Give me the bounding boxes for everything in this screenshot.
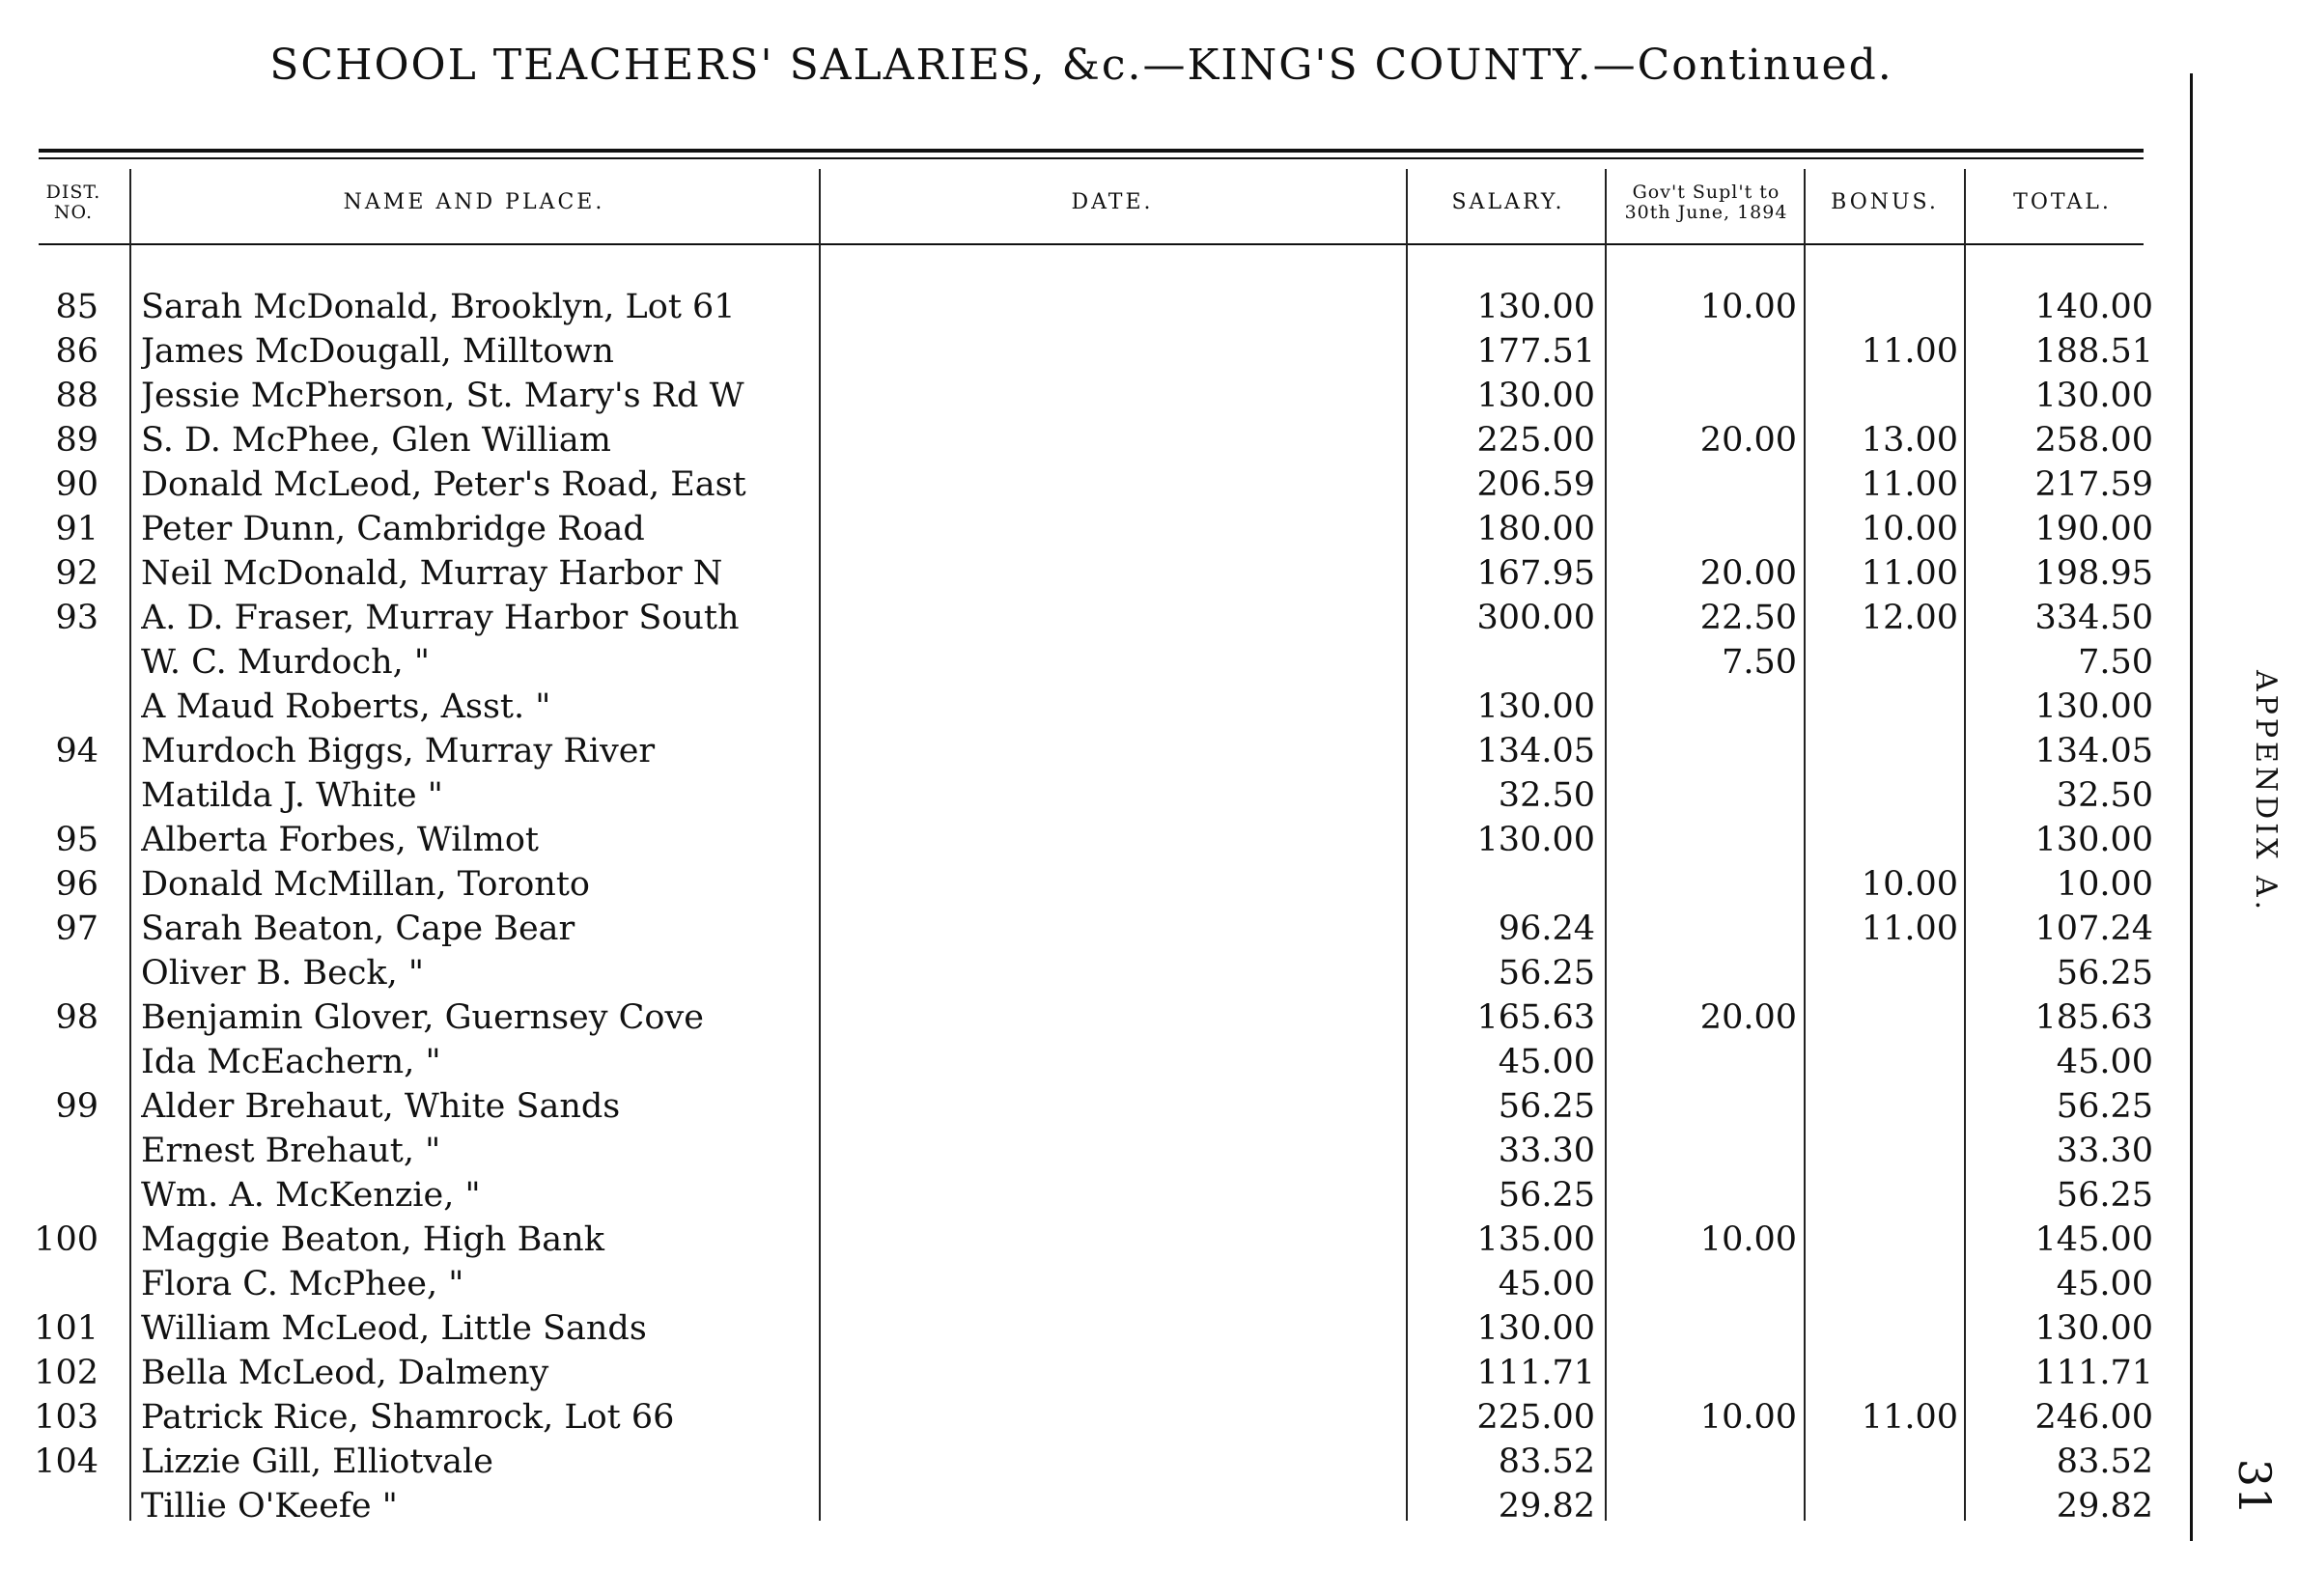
bonus-cell: 11.00 <box>1861 465 1958 504</box>
table-row <box>0 1395 2163 1440</box>
dist-no-cell: 86 <box>55 332 98 371</box>
name-place-cell: W. C. Murdoch, " <box>141 643 430 682</box>
name-place-cell: Donald McLeod, Peter's Road, East <box>141 465 746 504</box>
name-place-cell: Matilda J. White " <box>141 776 443 815</box>
total-cell: 130.00 <box>2034 687 2153 726</box>
name-place-cell: Ida McEachern, " <box>141 1043 441 1081</box>
table-row <box>0 640 2163 685</box>
table-row <box>0 818 2163 862</box>
bonus-cell: 11.00 <box>1861 332 1958 371</box>
name-place-cell: Jessie McPherson, St. Mary's Rd W <box>141 377 744 415</box>
dist-no-cell: 89 <box>55 421 98 460</box>
dist-no-cell: 91 <box>55 510 98 548</box>
total-cell: 246.00 <box>2034 1398 2153 1437</box>
total-cell: 140.00 <box>2034 288 2153 326</box>
total-cell: 111.71 <box>2034 1354 2153 1392</box>
govt-suppl-cell: 10.00 <box>1699 1220 1797 1259</box>
name-place-cell: Murdoch Biggs, Murray River <box>141 732 656 770</box>
table-row <box>0 507 2163 551</box>
salary-cell: 130.00 <box>1476 821 1595 859</box>
page-edge-rule <box>2190 73 2193 1541</box>
salary-cell: 300.00 <box>1476 599 1595 637</box>
total-cell: 32.50 <box>2056 776 2153 815</box>
salary-cell: 29.82 <box>1498 1487 1595 1526</box>
name-place-cell: Neil McDonald, Murray Harbor N <box>141 554 723 593</box>
table-row <box>0 551 2163 596</box>
salary-cell: 130.00 <box>1476 288 1595 326</box>
name-place-cell: Bella McLeod, Dalmeny <box>141 1354 549 1392</box>
table-row <box>0 1173 2163 1218</box>
table-row <box>0 951 2163 995</box>
dist-no-cell: 85 <box>55 288 98 326</box>
name-place-cell: Tillie O'Keefe " <box>141 1487 398 1526</box>
salary-cell: 33.30 <box>1498 1132 1595 1170</box>
header-dist-no: DIST. NO. <box>45 182 101 223</box>
bonus-cell: 13.00 <box>1861 421 1958 460</box>
govt-suppl-cell: 7.50 <box>1722 643 1797 682</box>
total-cell: 83.52 <box>2056 1442 2153 1481</box>
dist-no-cell: 102 <box>34 1354 98 1392</box>
name-place-cell: Patrick Rice, Shamrock, Lot 66 <box>141 1398 675 1437</box>
total-cell: 190.00 <box>2034 510 2153 548</box>
salary-cell: 56.25 <box>1498 1176 1595 1215</box>
table-row <box>0 907 2163 951</box>
dist-no-cell: 104 <box>34 1442 98 1481</box>
salary-cell: 130.00 <box>1476 377 1595 415</box>
total-cell: 56.25 <box>2056 954 2153 993</box>
salary-cell: 165.63 <box>1476 998 1595 1037</box>
salary-cell: 225.00 <box>1476 421 1595 460</box>
name-place-cell: William McLeod, Little Sands <box>141 1309 647 1348</box>
dist-no-cell: 103 <box>34 1398 98 1437</box>
total-cell: 217.59 <box>2034 465 2153 504</box>
table-row <box>0 1218 2163 1262</box>
total-cell: 56.25 <box>2056 1176 2153 1215</box>
govt-suppl-cell: 20.00 <box>1699 554 1797 593</box>
total-cell: 334.50 <box>2034 599 2153 637</box>
salary-cell: 180.00 <box>1476 510 1595 548</box>
table-row <box>0 596 2163 640</box>
salary-cell: 177.51 <box>1476 332 1595 371</box>
dist-no-cell: 90 <box>55 465 98 504</box>
table-row <box>0 1129 2163 1173</box>
table-row <box>0 329 2163 374</box>
table-row <box>0 418 2163 462</box>
name-place-cell: Lizzie Gill, Elliotvale <box>141 1442 493 1481</box>
header-bonus: BONUS. <box>1831 189 1939 214</box>
name-place-cell: Oliver B. Beck, " <box>141 954 424 993</box>
govt-suppl-cell: 20.00 <box>1699 998 1797 1037</box>
name-place-cell: S. D. McPhee, Glen William <box>141 421 611 460</box>
bonus-cell: 10.00 <box>1861 510 1958 548</box>
salary-cell: 45.00 <box>1498 1043 1595 1081</box>
total-cell: 134.05 <box>2034 732 2153 770</box>
name-place-cell: Donald McMillan, Toronto <box>141 865 590 904</box>
table-row <box>0 1040 2163 1084</box>
salary-cell: 111.71 <box>1476 1354 1595 1392</box>
name-place-cell: Flora C. McPhee, " <box>141 1265 464 1303</box>
total-cell: 130.00 <box>2034 1309 2153 1348</box>
table-header <box>0 164 2163 241</box>
table-row <box>0 1440 2163 1484</box>
bonus-cell: 10.00 <box>1861 865 1958 904</box>
bonus-cell: 11.00 <box>1861 910 1958 948</box>
name-place-cell: Ernest Brehaut, " <box>141 1132 441 1170</box>
total-cell: 185.63 <box>2034 998 2153 1037</box>
salary-cell: 225.00 <box>1476 1398 1595 1437</box>
table-row <box>0 729 2163 773</box>
salary-cell: 130.00 <box>1476 687 1595 726</box>
header-name-place: NAME AND PLACE. <box>343 189 605 214</box>
salary-cell: 96.24 <box>1498 910 1595 948</box>
name-place-cell: Peter Dunn, Cambridge Road <box>141 510 645 548</box>
name-place-cell: Benjamin Glover, Guernsey Cove <box>141 998 704 1037</box>
header-salary: SALARY. <box>1451 189 1565 214</box>
header-total: TOTAL. <box>2013 189 2112 214</box>
dist-no-cell: 95 <box>55 821 98 859</box>
table-row <box>0 773 2163 818</box>
total-cell: 56.25 <box>2056 1087 2153 1126</box>
total-cell: 45.00 <box>2056 1043 2153 1081</box>
salary-cell: 134.05 <box>1476 732 1595 770</box>
table-row <box>0 462 2163 507</box>
name-place-cell: A. D. Fraser, Murray Harbor South <box>141 599 740 637</box>
total-cell: 198.95 <box>2034 554 2153 593</box>
total-cell: 33.30 <box>2056 1132 2153 1170</box>
table-row <box>0 1306 2163 1351</box>
total-cell: 130.00 <box>2034 821 2153 859</box>
bonus-cell: 11.00 <box>1861 1398 1958 1437</box>
salary-cell: 83.52 <box>1498 1442 1595 1481</box>
total-cell: 45.00 <box>2056 1265 2153 1303</box>
govt-suppl-cell: 10.00 <box>1699 288 1797 326</box>
name-place-cell: Wm. A. McKenzie, " <box>141 1176 481 1215</box>
header-date: DATE. <box>1071 189 1154 214</box>
total-cell: 107.24 <box>2034 910 2153 948</box>
govt-suppl-cell: 10.00 <box>1699 1398 1797 1437</box>
salary-cell: 206.59 <box>1476 465 1595 504</box>
header-rule <box>39 243 2144 245</box>
name-place-cell: A Maud Roberts, Asst. " <box>141 687 551 726</box>
name-place-cell: Maggie Beaton, High Bank <box>141 1220 604 1259</box>
total-cell: 10.00 <box>2056 865 2153 904</box>
dist-no-cell: 92 <box>55 554 98 593</box>
name-place-cell: Sarah McDonald, Brooklyn, Lot 61 <box>141 288 736 326</box>
salary-cell: 130.00 <box>1476 1309 1595 1348</box>
header-govt-suppl: Gov't Supl't to 30th June, 1894 <box>1624 182 1788 223</box>
name-place-cell: James McDougall, Milltown <box>141 332 614 371</box>
table-row <box>0 1351 2163 1395</box>
table-row <box>0 1084 2163 1129</box>
total-cell: 188.51 <box>2034 332 2153 371</box>
total-cell: 145.00 <box>2034 1220 2153 1259</box>
salary-cell: 56.25 <box>1498 954 1595 993</box>
table-row <box>0 374 2163 418</box>
dist-no-cell: 97 <box>55 910 98 948</box>
total-cell: 29.82 <box>2056 1487 2153 1526</box>
table-row <box>0 995 2163 1040</box>
total-cell: 130.00 <box>2034 377 2153 415</box>
total-cell: 7.50 <box>2078 643 2153 682</box>
dist-no-cell: 99 <box>55 1087 98 1126</box>
bonus-cell: 12.00 <box>1861 599 1958 637</box>
page-title: SCHOOL TEACHERS' SALARIES, &c.—KING'S COUNTY.—Continued. <box>269 41 1893 90</box>
govt-suppl-cell: 22.50 <box>1699 599 1797 637</box>
dist-no-cell: 96 <box>55 865 98 904</box>
table-row <box>0 1484 2163 1528</box>
top-rule-thick <box>39 149 2144 153</box>
govt-suppl-cell: 20.00 <box>1699 421 1797 460</box>
page-number: 31 <box>2229 1458 2281 1516</box>
total-cell: 258.00 <box>2034 421 2153 460</box>
name-place-cell: Alder Brehaut, White Sands <box>141 1087 621 1126</box>
bonus-cell: 11.00 <box>1861 554 1958 593</box>
appendix-label: APPENDIX A. <box>2249 669 2283 914</box>
dist-no-cell: 100 <box>34 1220 98 1259</box>
table-row <box>0 685 2163 729</box>
salary-cell: 32.50 <box>1498 776 1595 815</box>
salary-cell: 56.25 <box>1498 1087 1595 1126</box>
dist-no-cell: 88 <box>55 377 98 415</box>
table-row <box>0 285 2163 329</box>
dist-no-cell: 93 <box>55 599 98 637</box>
salary-cell: 45.00 <box>1498 1265 1595 1303</box>
dist-no-cell: 98 <box>55 998 98 1037</box>
salary-cell: 135.00 <box>1476 1220 1595 1259</box>
salary-cell: 167.95 <box>1476 554 1595 593</box>
table-row <box>0 1262 2163 1306</box>
dist-no-cell: 101 <box>34 1309 98 1348</box>
name-place-cell: Sarah Beaton, Cape Bear <box>141 910 575 948</box>
top-rule-thin <box>39 157 2144 159</box>
table-row <box>0 862 2163 907</box>
dist-no-cell: 94 <box>55 732 98 770</box>
name-place-cell: Alberta Forbes, Wilmot <box>141 821 539 859</box>
